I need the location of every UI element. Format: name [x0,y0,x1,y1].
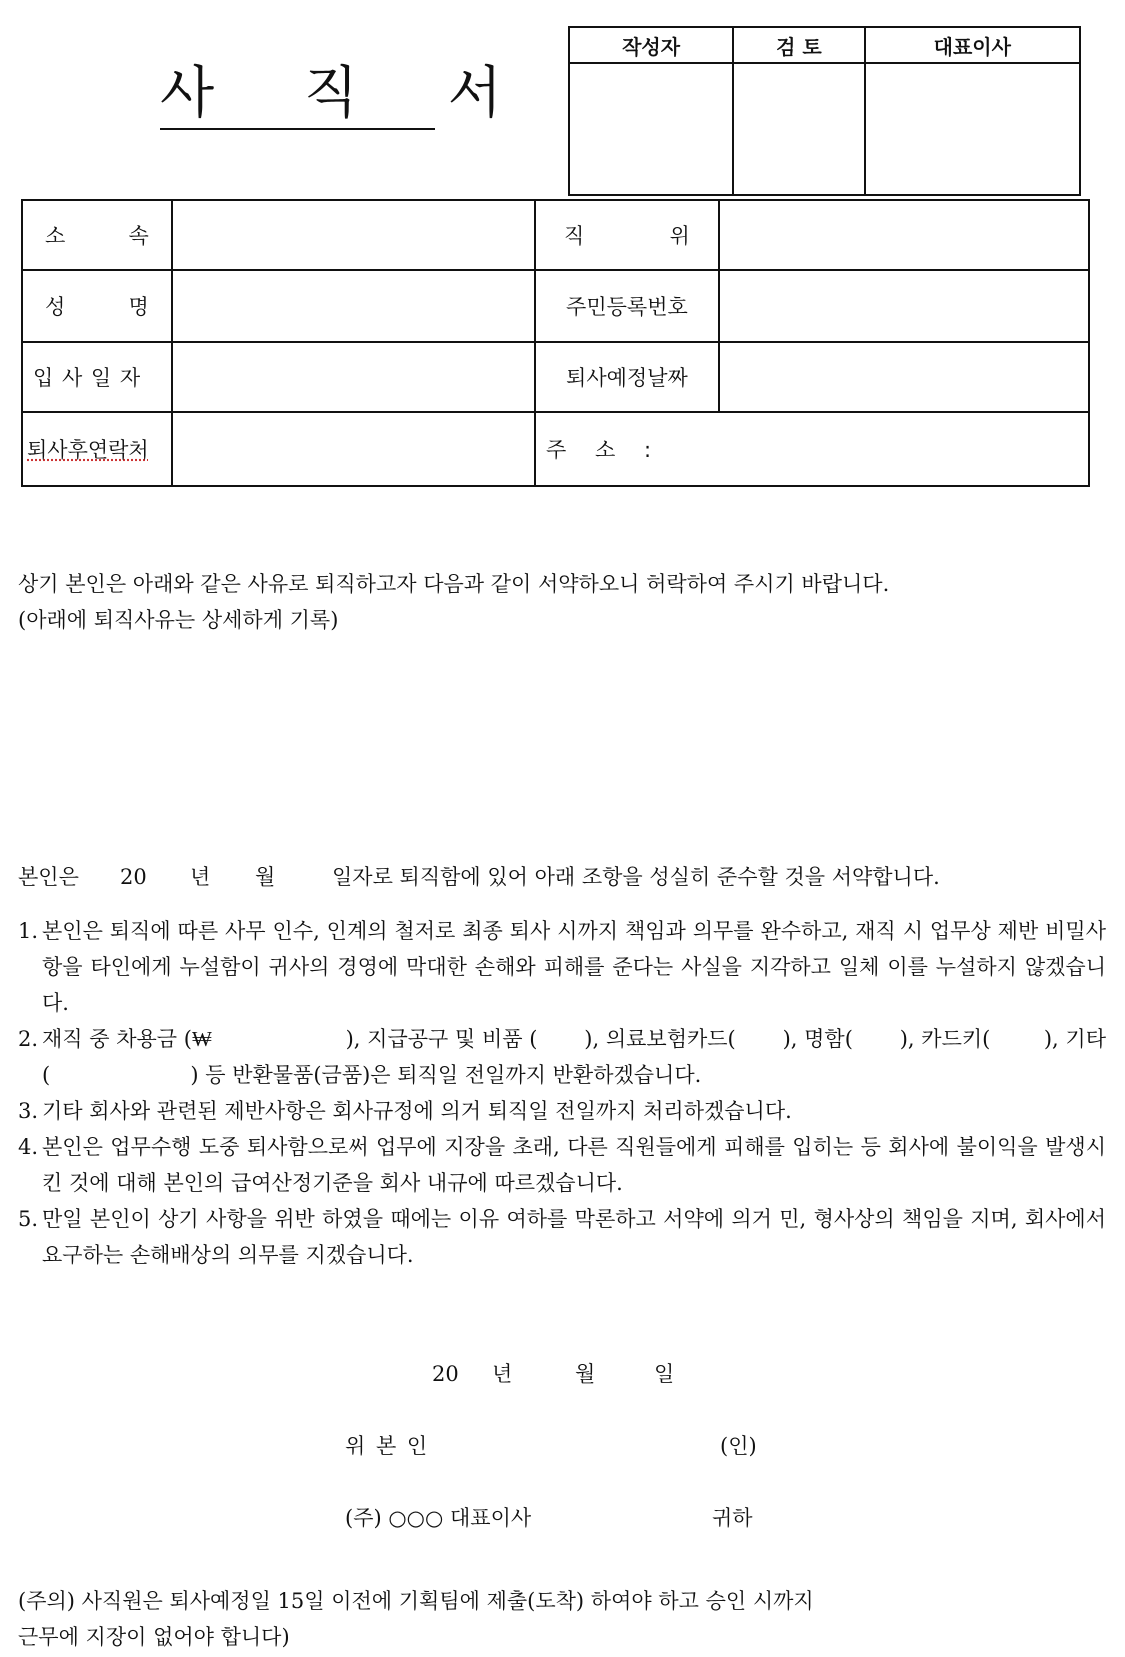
recipient-honorific: 귀하 [712,1506,753,1530]
label-resident-id: 주민등록번호 [535,270,719,342]
label-affiliation: 소 속 [22,200,172,270]
approval-sign-review[interactable] [733,63,864,195]
pledge-year-unit: 년 [190,865,211,889]
label-leave-date: 퇴사예정날짜 [535,342,719,412]
clause-item [18,913,1106,1021]
clause-text: 본인은 업무수행 도중 퇴사함으로써 업무에 지장을 초래, 다른 직원들에게 피해를 입히는 등 회사에 불이익을 발생시킨 것에 대해 본인의 급여산정기준을 회사 내규에 따르겠습니다. [42,1135,1106,1195]
date-month-unit: 월 [575,1362,596,1386]
clause-item [18,1021,1113,1093]
field-name[interactable] [172,270,535,342]
clause-text: 본인은 퇴직에 따른 사무 인수, 인계의 철저로 최종 퇴사 시까지 책임과 의무를 완수하고, 재직 시 업무상 제반 비밀사항을 타인에게 누설함이 귀사의 경영에 막대한 손해와 피해를 준다는 사실을 지각하고 일체 이를 누설하지 않겠습니다. [42,919,1106,1015]
clause-number: 4. [18,1135,39,1159]
document-title: 사 직 서 [160,60,435,130]
seal-mark: (인) [720,1434,757,1458]
clause-number: 5. [18,1207,39,1231]
field-contact[interactable] [172,412,535,486]
approval-header-writer: 작성자 [569,27,733,63]
clause-number: 1. [18,919,39,943]
info-table [21,199,1090,487]
clauses-list [18,913,1113,1273]
intro-line-1: 상기 본인은 아래와 같은 사유로 퇴직하고자 다음과 같이 서약하오니 허락하여 주시기 바랍니다. [18,572,890,596]
label-join-date: 입 사 일 자 [22,342,172,412]
date-day-unit: 일 [654,1362,675,1386]
clause-text: 재직 중 차용금 (₩ ), 지급공구 및 비품 ( ), 의료보험카드( ), 명함( ), 카드키( ), 기타 ( ) 등 반환물품(금품)은 퇴직일 전일까지 반환하겠습니다. [42,1027,1113,1087]
pledge-year: 20 [120,865,147,889]
recipient-company: (주) ○○○ 대표이사 [345,1506,532,1530]
clause-item [18,1093,1106,1129]
label-position: 직 위 [535,200,719,270]
clause-item [18,1201,1106,1273]
label-contact: 퇴사후연락처 [22,412,172,486]
approval-header-review: 검 토 [733,27,864,63]
approval-header-ceo: 대표이사 [865,27,1080,63]
approval-box [568,26,1081,196]
clause-item [18,1129,1106,1201]
signature-label: 위 본 인 [345,1434,430,1458]
date-year-unit: 년 [492,1362,513,1386]
field-leave-date[interactable] [719,342,1089,412]
pledge-prefix: 본인은 [18,865,79,889]
clause-number: 3. [18,1099,39,1123]
pledge-suffix: 일자로 퇴직함에 있어 아래 조항을 성실히 준수할 것을 서약합니다. [332,865,940,889]
signature-field[interactable] [440,1420,710,1464]
reason-area[interactable] [18,645,1098,845]
intro-line-2: (아래에 퇴직사유는 상세하게 기록) [18,608,339,632]
field-join-date[interactable] [172,342,535,412]
pledge-month-unit: 월 [255,865,276,889]
field-address[interactable] [535,412,1089,486]
approval-sign-writer[interactable] [569,63,733,195]
clause-number: 2. [18,1027,39,1051]
date-year: 20 [432,1362,459,1386]
approval-sign-ceo[interactable] [865,63,1080,195]
note-line-2: 근무에 지장이 없어야 합니다) [18,1625,290,1649]
label-name: 성 명 [22,270,172,342]
label-address: 주 소 : [546,438,652,462]
clause-text: 만일 본인이 상기 사항을 위반 하였을 때에는 이유 여하를 막론하고 서약에 의거 민, 형사상의 책임을 지며, 회사에서 요구하는 손해배상의 의무를 지겠습니다. [42,1207,1106,1267]
clause-text: 기타 회사와 관련된 제반사항은 회사규정에 의거 퇴직일 전일까지 처리하겠습니다. [42,1099,792,1123]
field-position[interactable] [719,200,1089,270]
field-affiliation[interactable] [172,200,535,270]
field-resident-id[interactable] [719,270,1089,342]
note-line-1: (주의) 사직원은 퇴사예정일 15일 이전에 기획팀에 제출(도착) 하여야 하고 승인 시까지 [18,1589,814,1613]
